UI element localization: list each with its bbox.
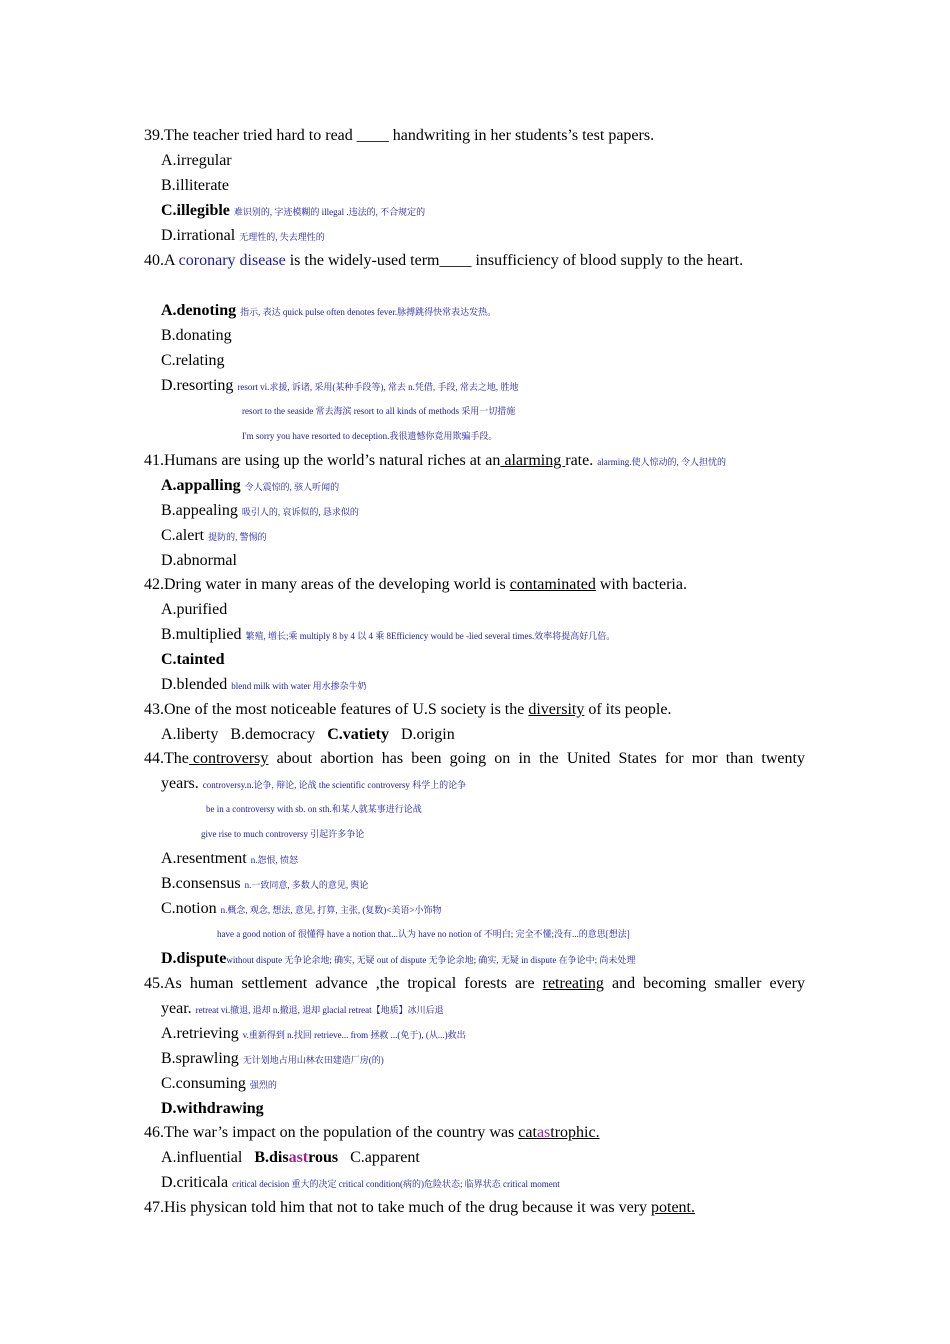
q46-option-b-part: rous [308,1149,339,1166]
q41-option-a-note: 令人震惊的, 骇人听闻的 [244,482,340,492]
q44-word: mor [691,750,718,767]
q41-stem-post: rate. [565,452,594,469]
q40-option-b: B.donating [161,327,232,344]
q44-word: about [276,750,313,767]
q44-option-d-note: without dispute 无争论余地; 确实, 无疑 out of dispute 无争论余地; 确实, 无疑 in dispute 在争论中; 尚未处理 [226,955,636,965]
q41-key-word: alarming [500,452,566,469]
q44-option-c-note: n.概念, 观念, 想法, 意见, 打算, 主张, (复数)<美语>小饰物 [220,905,442,915]
q42-option-b [161,625,615,646]
q44-note-2: be in a controversy with sb. on sth.和某人就某事进行论战 [206,804,422,814]
q45-word: smaller [714,975,762,992]
q46-options [161,1148,420,1168]
q45-word: forests [464,975,507,992]
q46-option-a: A.influential [161,1149,243,1166]
q46-option-d-note: critical decision 重大的决定 critical condition(病的)危险状态; 临界状态 critical moment [232,1179,560,1189]
q46-key-highlight: as [536,1124,551,1141]
q44-note: controversy.n.论争, 辩论, 论战 the scientific controversy 科学上的论争 [202,780,467,790]
q44-option-c-label: C.notion [161,900,217,917]
q44-stem-cont-word: years. [161,775,199,792]
q41-option-b-label: B.appealing [161,502,238,519]
q40-option-a [161,301,496,322]
q44-word: abortion [320,750,374,767]
q40-option-c: C.relating [161,352,225,369]
q43-key-word: diversity [528,701,585,718]
q42-key-word: contaminated [509,576,596,593]
q44-word: States [618,750,657,767]
q43-stem-post: of its people. [584,701,672,718]
q44-option-b-label: B.consensus [161,875,241,892]
q46-key-part: cat [518,1124,537,1141]
q44-word: in [518,750,531,767]
q45-stem-cont [161,999,444,1020]
q46-stem [144,1123,600,1143]
q45-stem-cont-word: year. [161,1000,192,1017]
q44-option-d-label: D.dispute [161,950,227,967]
q41-option-c-label: C.alert [161,527,205,544]
q42-option-d-label: D.blended [161,676,228,693]
q44-word-0: 44.The [144,750,189,767]
q42-stem [144,575,687,595]
q45-option-b-note: 无计划地占用山林农田建造厂房(的) [242,1055,384,1065]
q45-option-a [161,1024,466,1045]
q41-option-c [161,526,267,547]
q46-option-b [254,1149,338,1166]
q44-word: has [381,750,404,767]
q46-option-d [161,1173,560,1194]
q43-stem-pre: 43.One of the most noticeable features of U.S society is the [144,701,529,718]
q39-option-c-note: 难识别的, 字迹模糊的 illegal .违法的, 不合规定的 [233,207,426,217]
q44-word: on [494,750,511,767]
q44-word: twenty [761,750,805,767]
q42-option-a: A.purified [161,601,228,618]
q40-option-a-note: 指示, 表达 quick pulse often denotes fever.脉搏跳得快常表达发热。 [240,307,497,317]
q44-option-d [161,949,635,970]
q39-stem: 39.The teacher tried hard to read ____ handwriting in her students’s test papers. [144,127,655,144]
q40-stem [144,251,743,271]
q44-word: for [664,750,684,767]
q44-option-b-note: n.一致同意, 多数人的意见, 舆论 [244,880,369,890]
q46-stem-pre: 46.The war’s impact on the population of the country was [144,1124,519,1141]
q44-option-c-note-2: have a good notion of 很懂得 have a notion that...认为 have no notion of 不明白; 完全不懂;没有...的意思[想法] [217,929,630,939]
q45-option-d: D.withdrawing [161,1100,264,1117]
q43-option-a: A.liberty [161,726,219,743]
q45-option-b-label: B.sprawling [161,1050,239,1067]
q46-option-b-part: B.dis [254,1149,289,1166]
q44-word: been [411,750,442,767]
q40-option-d-note: resort vi.求援, 诉诸, 采用(某种手段等), 常去 n.凭借, 手段, 常去之地, 胜地 [237,382,519,392]
q46-key-part: trophic. [550,1124,600,1141]
q42-stem-post: with bacteria. [595,576,687,593]
q40-option-d-note-2: resort to the seaside 常去海滨 resort to all kinds of methods 采用一切措施 [242,406,516,416]
q45-option-a-note: v.重新得到 n.找回 retrieve... from 拯救 ...(免于), (从...)救出 [242,1030,466,1040]
q40-term: coronary disease [178,252,286,269]
q41-stem-pre: 41.Humans are using up the world’s natural riches at an [144,452,501,469]
q39-option-d-note: 无理性的, 失去理性的 [239,232,325,242]
q45-word: and [611,975,636,992]
q44-option-c [161,899,441,920]
q44-option-a-label: A.resentment [161,850,247,867]
q45-word: every [769,975,805,992]
q39-option-d-label: D.irrational [161,227,236,244]
q44-key-word: controversy [188,750,269,767]
q45-word: settlement [241,975,308,992]
q45-stem [144,974,805,994]
q47-key-word: potent. [651,1199,695,1216]
q44-note-3: give rise to much controversy 引起许多争论 [201,829,365,839]
q42-option-d-note: blend milk with water 用水掺杂牛奶 [231,681,367,691]
q46-option-c: C.apparent [350,1149,420,1166]
q40-stem-pre: 40.A [144,252,179,269]
q45-word: human [189,975,234,992]
q43-options [161,725,455,745]
q41-stem [144,451,726,472]
q45-option-c [161,1074,277,1095]
q45-note: retreat vi.撤退, 退却 n.撤退, 退却 glacial retreat【地质】冰川后退 [195,1005,444,1015]
q47-stem-pre: 47.His physican told him that not to take much of the drug because it was very [144,1199,651,1216]
q45-word: tropical [407,975,457,992]
q43-option-b: B.democracy [230,726,316,743]
q46-key-word [518,1124,599,1141]
q39-option-c [161,201,425,222]
q42-option-d [161,675,367,696]
q44-option-b [161,874,368,895]
q44-word: going [449,750,487,767]
q42-option-c: C.tainted [161,651,225,668]
q39-option-b: B.illiterate [161,177,229,194]
q45-key-word: retreating [542,975,604,992]
q39-option-d [161,226,325,247]
q41-note: alarming.使人惊动的, 令人担忧的 [597,457,726,467]
q45-option-b [161,1049,384,1070]
q39-option-a: A.irregular [161,152,232,169]
q41-option-c-note: 提防的, 警惕的 [208,532,267,542]
q42-stem-pre: 42.Dring water in many areas of the developing world is [144,576,510,593]
q44-option-a-note: n.怨恨, 愤怒 [250,855,299,865]
q41-option-b-note: 吸引人的, 哀诉似的, 恳求似的 [241,507,359,517]
q43-option-c: C.vatiety [327,726,389,743]
q41-option-a-label: A.appalling [161,477,241,494]
q45-option-a-label: A.retrieving [161,1025,239,1042]
q45-word: 45.As [144,975,182,992]
q41-option-b [161,501,359,522]
q44-stem-cont [161,774,466,795]
q40-option-d-label: D.resorting [161,377,234,394]
q40-stem-post: is the widely-used term____ insufficiency of blood supply to the heart. [285,252,744,269]
q40-option-a-label: A.denoting [161,302,237,319]
q45-word: are [515,975,535,992]
q45-word: advance [315,975,368,992]
q47-stem [144,1198,695,1218]
q43-option-d: D.origin [400,726,455,743]
q45-word: ,the [375,975,400,992]
q46-option-b-highlight: ast [288,1149,309,1166]
q44-word: than [725,750,754,767]
q41-option-a [161,476,339,497]
q44-stem-lead [144,749,268,769]
q40-option-d [161,376,518,397]
q43-stem [144,700,671,720]
q40-option-d-note-3: I'm sorry you have resorted to deception.我很遗憾你竟用欺骗手段。 [242,431,498,441]
q45-option-c-note: 强烈的 [249,1080,277,1090]
q46-option-d-label: D.criticala [161,1174,229,1191]
q45-word: becoming [643,975,707,992]
q44-word: United [566,750,611,767]
q42-option-b-note: 繁殖, 增长;乘 multiply 8 by 4 以 4 乘 8Efficiency would be -lied several times.效率将提高好几倍。 [245,631,616,641]
q44-word: the [539,750,559,767]
q44-stem [144,749,805,769]
q41-option-d: D.abnormal [161,552,237,569]
q39-option-c-label: C.illegible [161,202,230,219]
q45-option-c-label: C.consuming [161,1075,246,1092]
q42-option-b-label: B.multiplied [161,626,242,643]
q44-option-a [161,849,298,870]
